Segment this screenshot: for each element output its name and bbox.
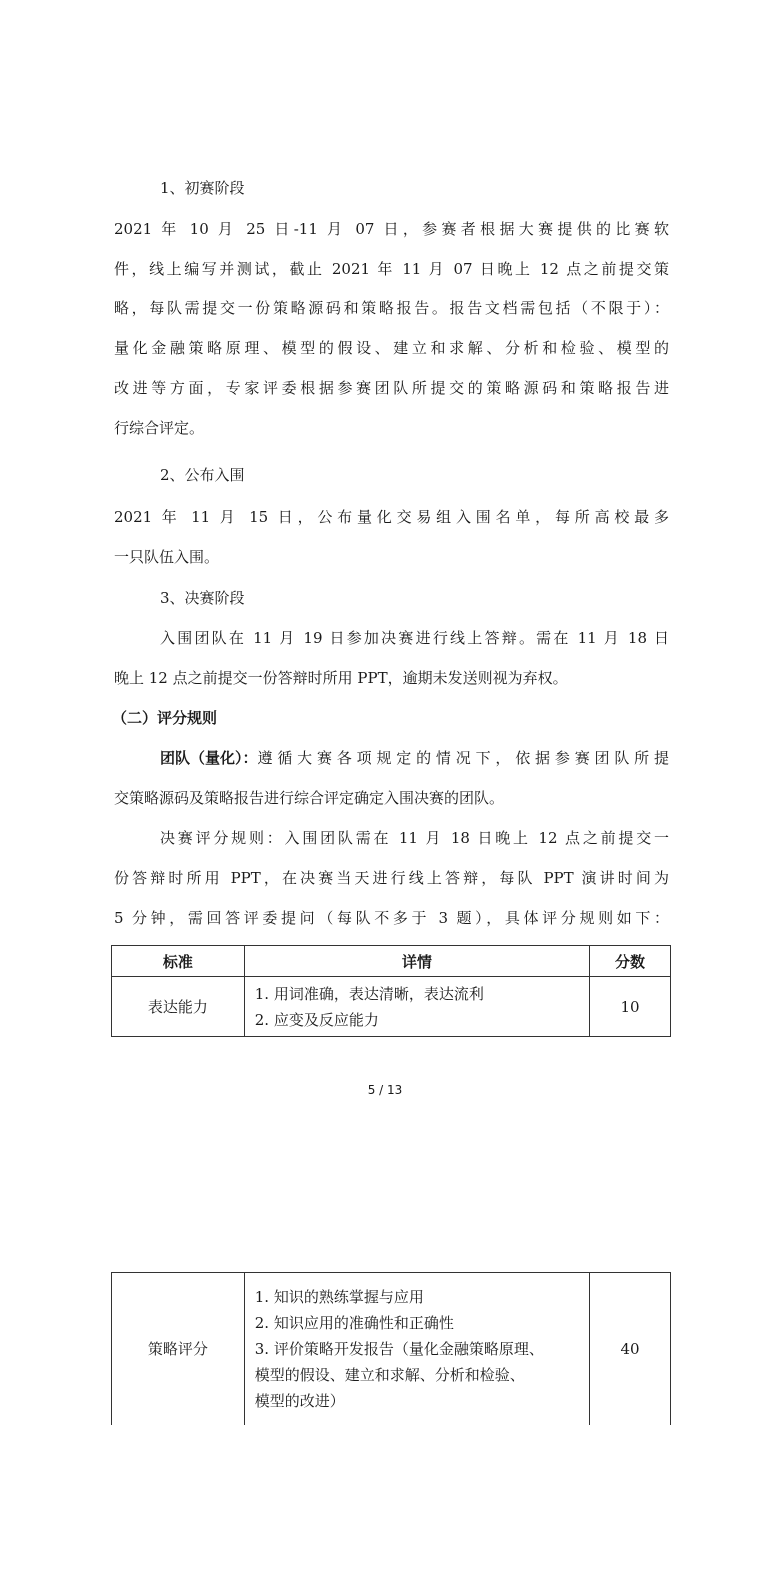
stage2-heading: 2、公布入围	[160, 466, 245, 484]
score-cell: 40	[590, 1273, 671, 1425]
detail-item: 模型的假设、建立和求解、分析和检验、	[254, 1365, 525, 1384]
scoring-table	[111, 945, 671, 1037]
details-cell	[244, 977, 589, 1037]
team-label: 团队（量化）：	[160, 749, 258, 767]
details-cell	[244, 1273, 589, 1425]
stage3-line: 晚上 12 点之前提交一份答辩时所用 PPT，逾期未发送则视为弃权。	[114, 669, 568, 687]
page-number: 5 / 13	[367, 1083, 403, 1097]
stage1-line: 略，每队需提交一份策略源码和策略报告。报告文档需包括（不限于）：	[114, 299, 669, 317]
stage1-line: 行综合评定。	[114, 419, 205, 437]
final-line: 5 分钟，需回答评委提问（每队不多于 3 题），具体评分规则如下：	[114, 909, 669, 927]
stage2-line: 2021 年 11 月 15 日，公布量化交易组入围名单，每所高校最多	[114, 508, 669, 526]
detail-item: 1. 用词准确，表达清晰，表达流利	[254, 984, 484, 1003]
criterion-cell: 表达能力	[112, 977, 245, 1037]
final-line: 决赛评分规则：入围团队需在 11 月 18 日晚上 12 点之前提交一	[160, 829, 669, 847]
criterion-cell: 策略评分	[112, 1273, 245, 1425]
score-cell: 10	[590, 977, 671, 1037]
section2-heading: （二）评分规则	[112, 709, 218, 727]
detail-item: 1. 知识的熟练掌握与应用	[254, 1287, 424, 1306]
final-line: 份答辩时所用 PPT，在决赛当天进行线上答辩，每队 PPT 演讲时间为	[114, 869, 669, 887]
team-paragraph	[160, 751, 669, 766]
stage3-heading: 3、决赛阶段	[160, 589, 245, 607]
stage1-line: 改进等方面，专家评委根据参赛团队所提交的策略源码和策略报告进	[114, 379, 669, 397]
table-header-row	[112, 946, 671, 977]
team-line: 遵循大赛各项规定的情况下，依据参赛团队所提	[257, 749, 669, 767]
stage1-line: 2021 年 10 月 25 日-11 月 07 日，参赛者根据大赛提供的比赛软	[114, 220, 669, 238]
stage1-line: 量化金融策略原理、模型的假设、建立和求解、分析和检验、模型的	[114, 339, 669, 357]
header-details: 详情	[244, 946, 589, 977]
scoring-table-continued	[111, 1272, 671, 1425]
detail-item: 模型的改进）	[254, 1391, 345, 1410]
table-row	[112, 977, 671, 1037]
header-score: 分数	[590, 946, 671, 977]
stage1-heading: 1、初赛阶段	[160, 179, 245, 197]
detail-item: 2. 应变及反应能力	[254, 1010, 379, 1029]
header-criterion: 标准	[112, 946, 245, 977]
stage1-line: 件，线上编写并测试，截止 2021 年 11 月 07 日晚上 12 点之前提交策	[114, 260, 669, 278]
team-line: 交策略源码及策略报告进行综合评定确定入围决赛的团队。	[114, 789, 505, 807]
stage3-line: 入围团队在 11 月 19 日参加决赛进行线上答辩。需在 11 月 18 日	[160, 629, 669, 647]
table-row	[112, 1273, 671, 1425]
detail-item: 3. 评价策略开发报告（量化金融策略原理、	[254, 1339, 544, 1358]
stage2-line: 一只队伍入围。	[114, 548, 220, 566]
detail-item: 2. 知识应用的准确性和正确性	[254, 1313, 454, 1332]
